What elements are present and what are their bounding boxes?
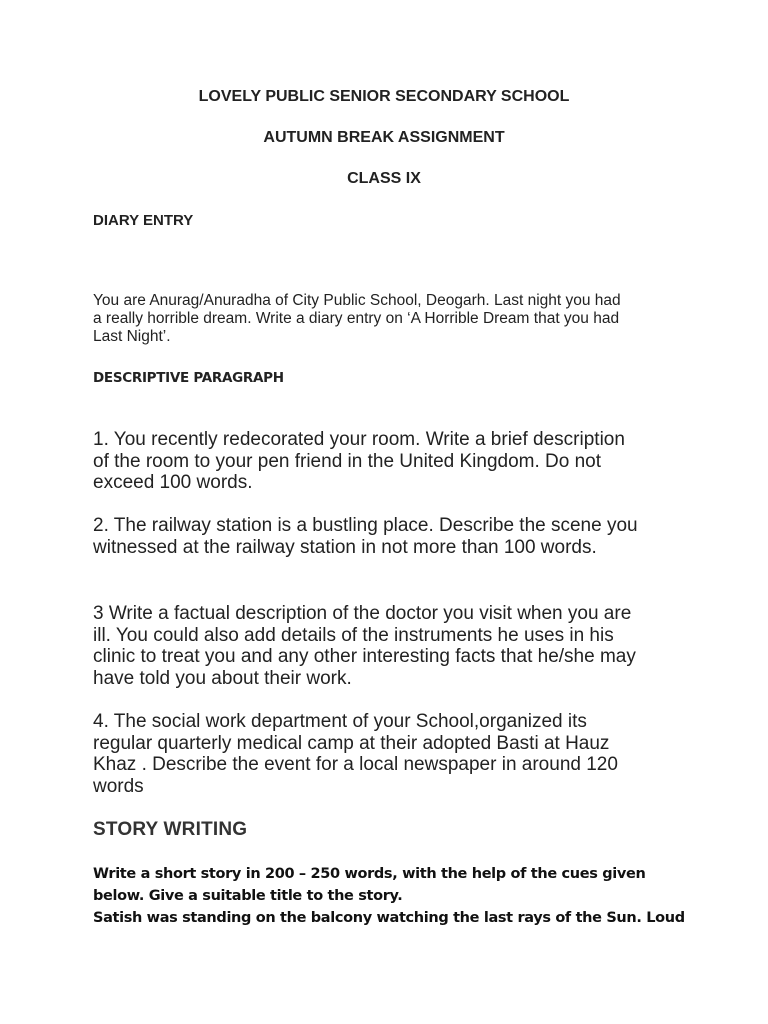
- question-line: 2. The railway station is a bustling place. Describe the scene you: [93, 515, 638, 536]
- question-line: of the room to your pen friend in the United Kingdom. Do not: [93, 450, 602, 472]
- diary-prompt-line: a really horrible dream. Write a diary entry on ‘A Horrible Dream that you had: [93, 310, 620, 327]
- question-line: 1. You recently redecorated your room. Write a brief description: [93, 429, 625, 450]
- diary-entry-prompt: [93, 292, 693, 346]
- diary-prompt-line: Last Night’.: [93, 328, 171, 345]
- story-writing-prompt: [93, 863, 683, 929]
- assignment-title: AUTUMN BREAK ASSIGNMENT: [263, 129, 505, 146]
- diary-prompt-line: You are Anurag/Anuradha of City Public School, Deogarh. Last night you had: [93, 292, 621, 309]
- story-prompt-line: Satish was standing on the balcony watching the last rays of the Sun. Loud: [93, 910, 685, 926]
- question-line: 3 Write a factual description of the doctor you visit when you are: [93, 603, 632, 624]
- story-prompt-line: below. Give a suitable title to the story.: [93, 888, 403, 904]
- question-line: Khaz . Describe the event for a local newspaper in around 120: [93, 754, 618, 775]
- descriptive-paragraph-heading: DESCRIPTIVE PARAGRAPH: [93, 370, 284, 386]
- question-line: 4. The social work department of your School,organized its: [93, 711, 587, 732]
- question-1: [93, 429, 668, 494]
- school-title: LOVELY PUBLIC SENIOR SECONDARY SCHOOL: [198, 88, 570, 105]
- question-3: [93, 603, 678, 689]
- question-line: clinic to treat you and any other interesting facts that he/she may: [93, 646, 636, 667]
- question-line: have told you about their work.: [93, 667, 352, 689]
- diary-entry-heading: DIARY ENTRY: [93, 212, 194, 229]
- question-2: [93, 515, 683, 558]
- question-line: regular quarterly medical camp at their adopted Basti at Hauz: [93, 732, 610, 754]
- question-line: witnessed at the railway station in not more than 100 words.: [93, 536, 597, 558]
- question-line: exceed 100 words.: [93, 472, 253, 493]
- story-prompt-line: Write a short story in 200 – 250 words, with the help of the cues given: [93, 866, 646, 882]
- question-line: ill. You could also add details of the instruments he uses in his: [93, 624, 614, 646]
- question-4: [93, 711, 658, 797]
- story-writing-heading: STORY WRITING: [93, 819, 248, 840]
- question-line: words: [93, 775, 144, 797]
- class-title: CLASS IX: [347, 170, 421, 187]
